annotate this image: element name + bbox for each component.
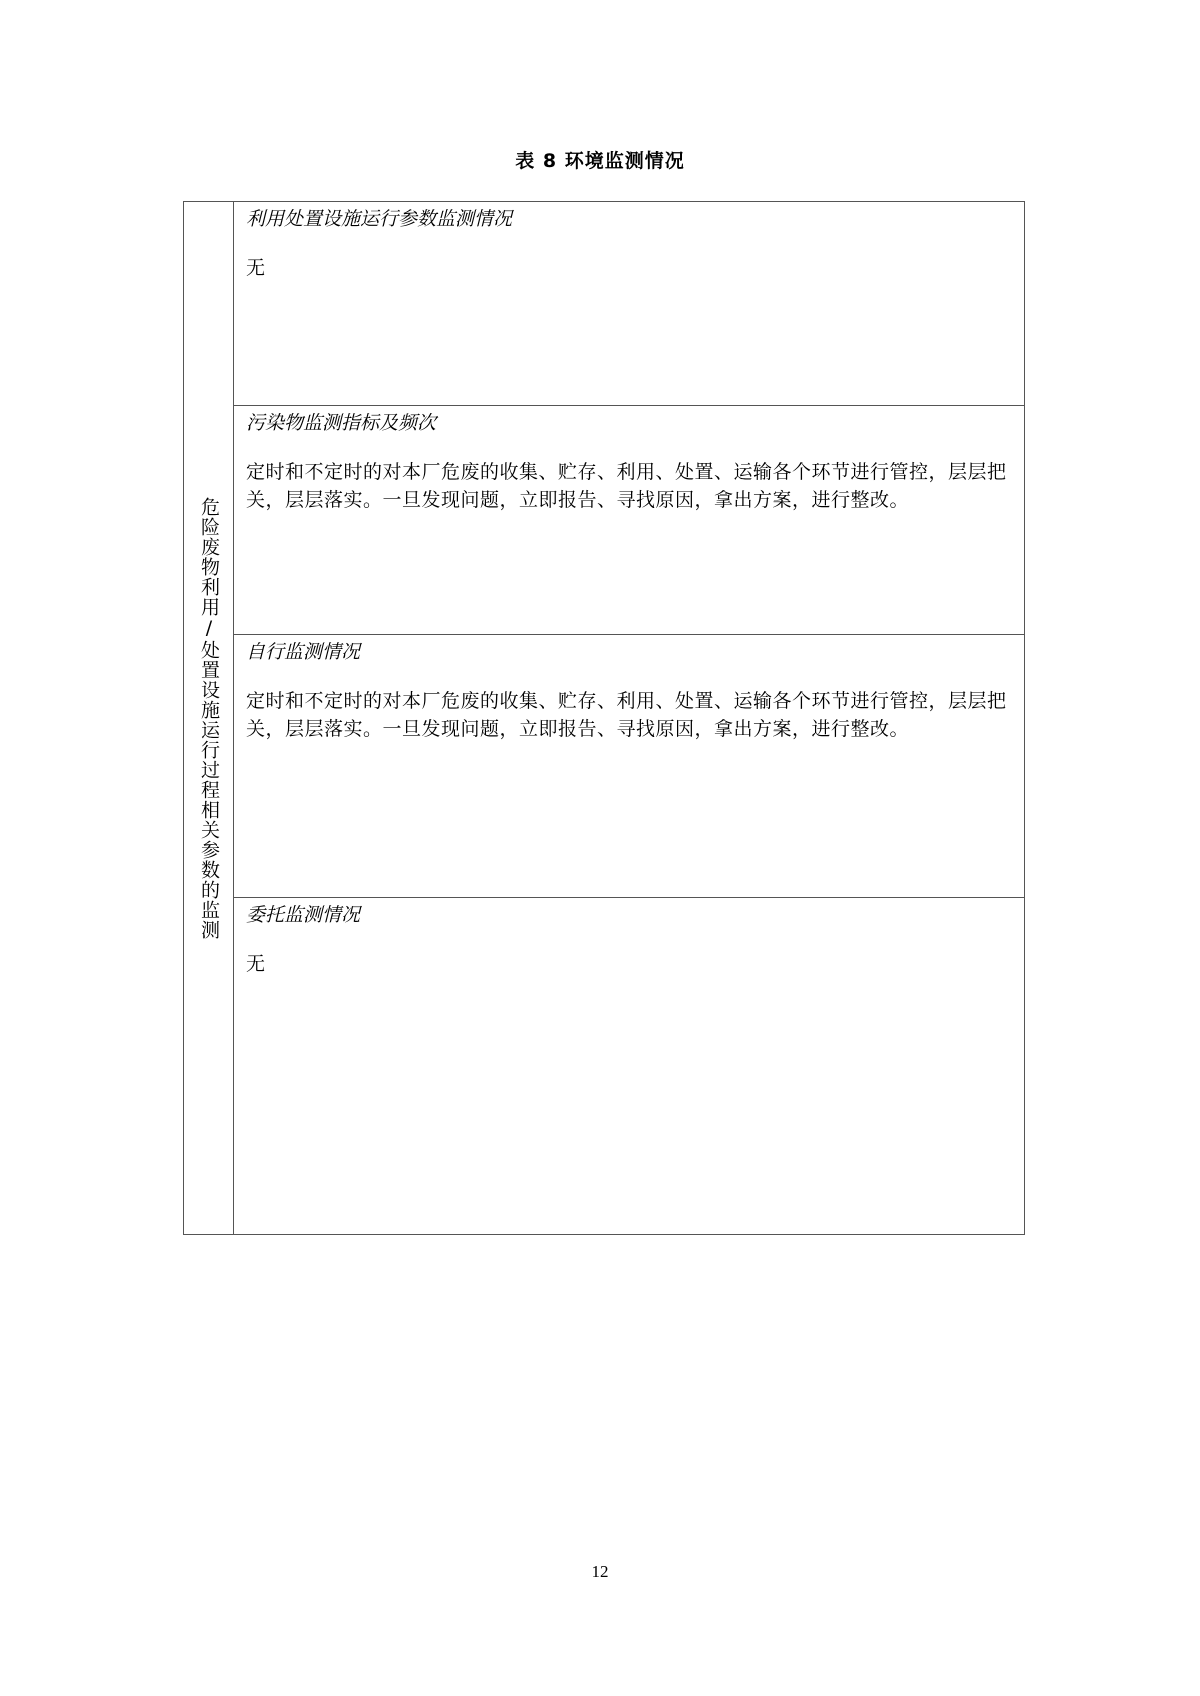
section-entrusted-monitoring [234, 898, 1024, 1234]
section-pollutant-indicators [234, 406, 1024, 635]
section-body: 定时和不定时的对本厂危废的收集、贮存、利用、处置、运输各个环节进行管控，层层把关，层层落实。一旦发现问题，立即报告、寻找原因，拿出方案，进行整改。 [246, 461, 1007, 511]
section-body: 无 [246, 257, 266, 279]
section-body: 无 [246, 953, 266, 975]
section-heading: 自行监测情况 [246, 641, 361, 663]
section-heading: 污染物监测指标及频次 [246, 412, 437, 434]
section-heading: 委托监测情况 [246, 904, 361, 926]
side-label: 危险废物利用/处置设施运行过程相关参数的监测 [198, 496, 220, 940]
section-self-monitoring [234, 635, 1024, 898]
page-number: 12 [591, 1562, 609, 1581]
table-content-column [234, 202, 1024, 1234]
section-body: 定时和不定时的对本厂危废的收集、贮存、利用、处置、运输各个环节进行管控，层层把关，层层落实。一旦发现问题，立即报告、寻找原因，拿出方案，进行整改。 [246, 690, 1007, 740]
monitoring-table [183, 201, 1025, 1235]
table-side-header [184, 202, 234, 1234]
table-title: 表 8 环境监测情况 [515, 150, 685, 172]
section-operating-parameters [234, 202, 1024, 406]
section-heading: 利用处置设施运行参数监测情况 [246, 208, 513, 230]
